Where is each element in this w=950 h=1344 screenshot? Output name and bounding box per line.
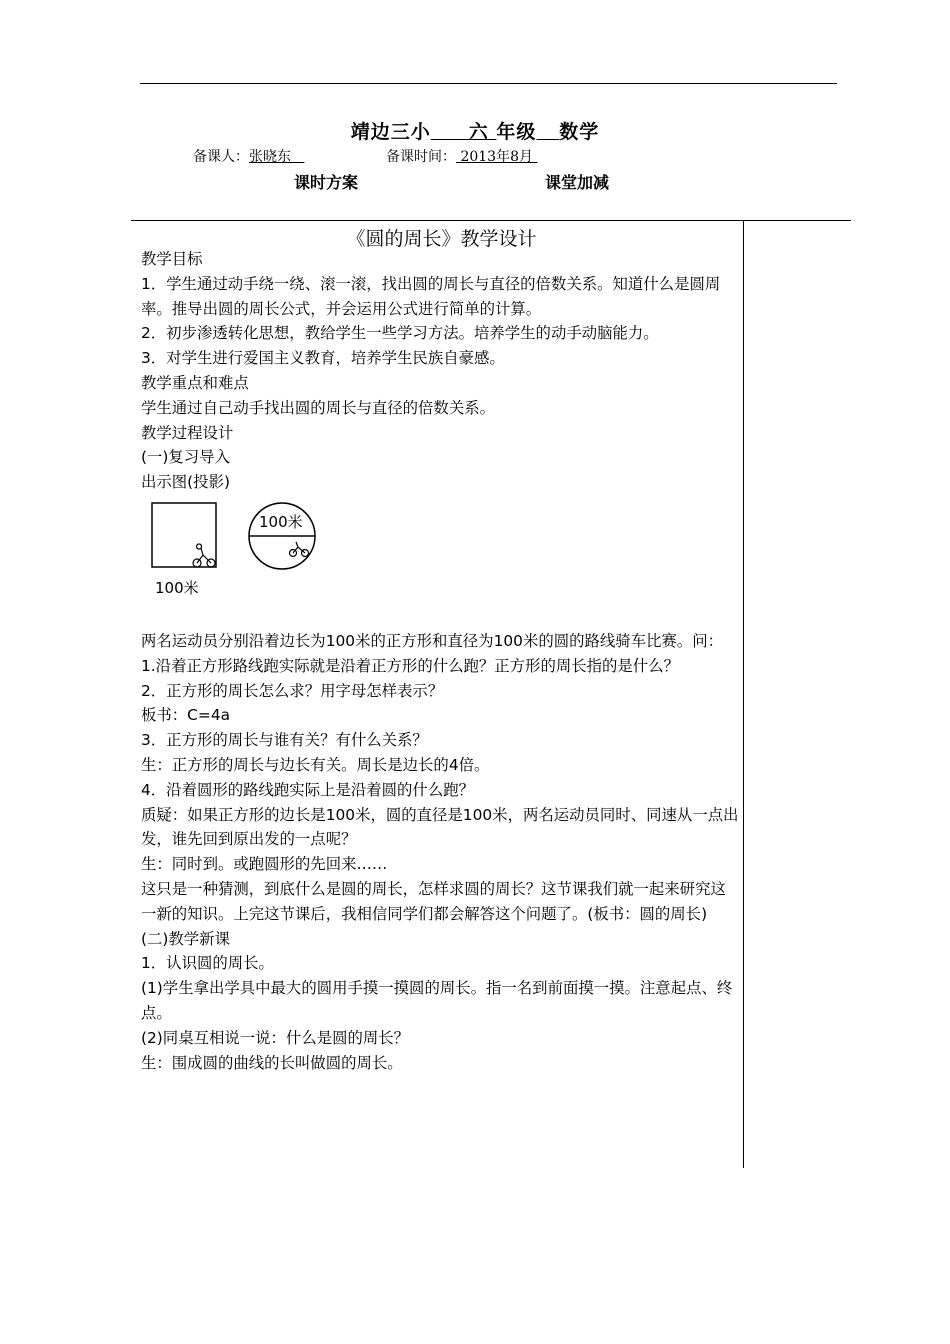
design-title: 《圆的周长》教学设计 [346,228,537,250]
content-line: 教学目标 [141,250,203,268]
content-line: (2)同桌互相说一说：什么是圆的周长？ [141,1028,410,1047]
content-line: (一)复习导入 [141,448,230,467]
column-header-plan: 课时方案 [294,173,359,192]
cyclist-icon [193,544,215,567]
content-line: 板书：C=4a [141,706,231,725]
content-line: 3．正方形的周长与谁有关？有什么关系？ [141,731,428,750]
circle-label: 100米 [259,512,303,531]
content-line: 1．学生通过动手绕一绕、滚一滚，找出圆的周长与直径的倍数关系。知道什么是圆周率。推导出圆的周长公式，并会运用公式进行简单的计算。 [141,274,721,318]
header-rule [140,83,837,84]
content-line: 教学重点和难点 [141,373,249,392]
lesson-content [141,247,739,1075]
content-after-figure [141,629,739,1075]
square-track [152,503,216,567]
content-line: 教学过程设计 [141,423,234,442]
figure-drawing [141,497,341,603]
preparer-line [193,146,304,166]
square-label: 100米 [155,578,199,597]
document-title [0,117,950,144]
prep-time-label: 备课时间： [386,149,456,165]
subject: 数学 [559,121,600,143]
content-line: 生：围成圆的曲线的长叫做圆的周长。 [141,1053,403,1072]
content-line: 学生通过自己动手找出圆的周长与直径的倍数关系。 [141,398,495,417]
preparer-name: 张晓东 [249,149,291,165]
content-line: (二)教学新课 [141,929,230,948]
content-line: 4．沿着圆形的路线跑实际上是沿着圆的什么跑？ [141,780,474,799]
prep-time-line [386,146,537,166]
figure-square-and-circle [141,497,739,603]
content-line: 生：正方形的周长与边长有关。周长是边长的4倍。 [141,755,490,774]
content-line: 2．初步渗透转化思想，教给学生一些学习方法。培养学生的动手动脑能力。 [141,324,659,343]
cyclist-icon-circle [290,542,309,557]
content-line: 两名运动员分别沿着边长为100米的正方形和直径为100米的圆的路线骑车比赛。问： [141,631,724,650]
content-line: 这只是一种猜测，到底什么是圆的周长，怎样求圆的周长？这节课我们就一起来研究这一新的知识。上完这节课后，我相信同学们都会解答这个问题了。(板书：圆的周长) [141,879,726,923]
column-header-adjust: 课堂加减 [545,173,610,192]
content-line: 出示图(投影) [141,473,230,492]
content-line: 1.沿着正方形路线跑实际就是沿着正方形的什么跑？正方形的周长指的是什么？ [141,656,679,675]
content-line: 3．对学生进行爱国主义教育，培养学生民族自豪感。 [141,349,505,368]
content-line: (1)学生拿出学具中最大的圆用手摸一摸圆的周长。指一名到前面摸一摸。注意起点、终点。 [141,979,733,1022]
preparer-label: 备课人： [193,149,249,165]
content-line: 质疑：如果正方形的边长是100米，圆的直径是100米，两名运动员同时、同速从一点出发，谁先回到原出发的一点呢？ [141,805,739,849]
content-before-figure [141,247,739,495]
content-line: 2．正方形的周长怎么求？用字母怎样表示？ [141,681,444,700]
school-name: 靖边三小 [350,121,431,143]
content-line: 生：同时到。或跑圆形的先回来…… [141,855,388,874]
table-column-divider [743,220,744,1168]
prep-time-value: 2013年8月 [460,149,533,165]
grade: 六 [468,121,489,143]
content-line: 1．认识圆的周长。 [141,954,274,973]
grade-suffix: 年级 [496,121,537,143]
